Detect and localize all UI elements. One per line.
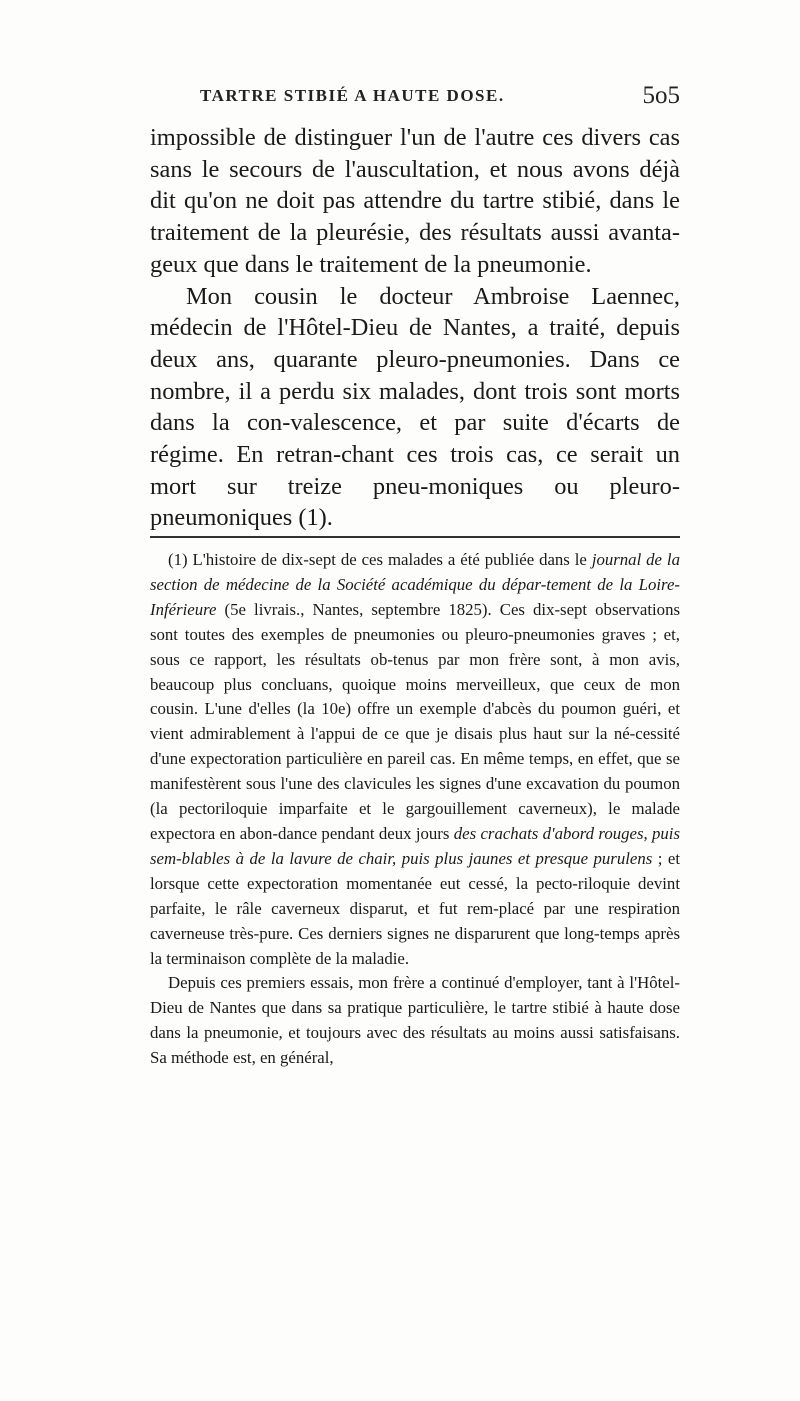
footnote-separator (150, 536, 680, 538)
footnote-paragraph-1 (150, 548, 680, 971)
footnote-number: (1) (168, 550, 188, 569)
running-title: TARTRE STIBIÉ A HAUTE DOSE. (200, 86, 505, 105)
main-paragraph-2: Mon cousin le docteur Ambroise Laennec, médecin de l'Hôtel-Dieu de Nantes, a traité, depuis deux ans, quarante pleuro-pneumonies. Dans ce nombre, il a perdu six malades, dont trois sont morts dans la con-valescence, et par suite d'écarts de régime. En retran-chant ces trois cas, ce serait un mort sur treize pneu-moniques ou pleuro-pneumoniques (1). (150, 282, 680, 532)
main-paragraph-1: impossible de distinguer l'un de l'autre ces divers cas sans le secours de l'auscultation, et nous avons déjà dit qu'on ne doit pas attendre du tartre stibié, dans le traitement de la pleurésie, des résultats aussi avanta-geux que dans le traitement de la pneumonie. (150, 124, 680, 278)
footnote-text-part1: L'histoire de dix-sept de ces malades a été publiée dans le (187, 550, 592, 569)
main-text (150, 122, 680, 534)
page-number: 5o5 (642, 82, 680, 109)
footnote-journal-title: journal de la section de médecine de la Société académique du dépar-tement de la Loire-Inférieure (150, 550, 680, 619)
footnote (150, 548, 680, 1071)
page-header (200, 82, 680, 116)
footnote-paragraph-2: Depuis ces premiers essais, mon frère a continué d'employer, tant à l'Hôtel-Dieu de Nantes que dans sa pratique particulière, le tartre stibié à haute dose dans la pneumonie, et toujours avec des résultats au moins aussi satisfaisans. Sa méthode est, en général, (150, 973, 680, 1068)
footnote-text-part2: (5e livrais., Nantes, septembre 1825). Ces dix-sept observations sont toutes des exemples de pneumonies ou pleuro-pneumonies graves ; et, sous ce rapport, les résultats ob-tenus par mon frère sont, à mon avis, beaucoup plus concluans, quoique moins merveilleux, que ceux de mon cousin. L'une d'elles (la 10e) offre un exemple d'abcès du poumon guéri, et vient admirablement à l'appui de ce que je disais plus haut sur la né-cessité d'une expectoration particulière en pareil cas. En même temps, en effet, que se manifestèrent sous l'une des clavicules les signes d'une excavation du poumon (la pectoriloquie imparfaite et le gargouillement caverneux), le malade expectora en abon-dance pendant deux jours (150, 599, 680, 843)
footnote-text-part3: ; et lorsque cette expectoration momentanée eut cessé, la pecto-riloquie devint parfaite, le râle caverneux disparut, et fut rem-placé par une respiration caverneuse très-pure. Ces derniers signes ne disparurent que long-temps après la terminaison complète de la maladie. (150, 848, 680, 968)
footnote-crachats-description: des crachats d'abord rouges, puis sem-blables à de la lavure de chair, puis plus jaunes et presque purulens (150, 823, 680, 868)
